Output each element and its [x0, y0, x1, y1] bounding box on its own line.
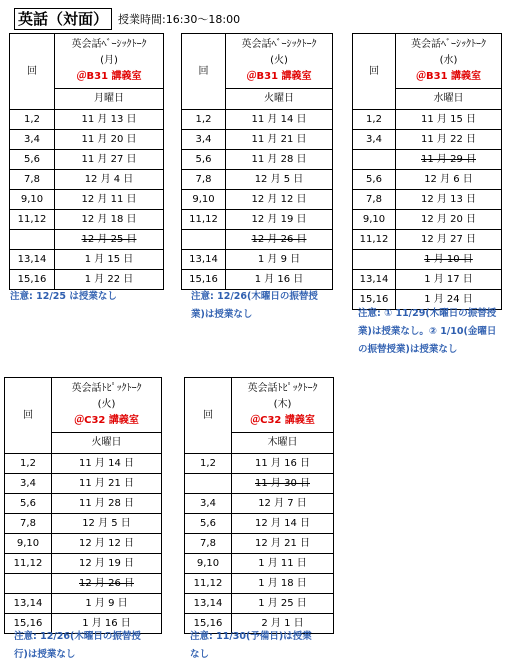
session-number: 5,6	[182, 150, 226, 170]
course-day: (木)	[273, 399, 292, 410]
course-day: (火)	[270, 55, 288, 66]
note-line: 注意: ① 11/29(木曜日の振替授	[358, 308, 497, 319]
note-tue-topic	[14, 628, 141, 664]
session-number: 11,12	[185, 574, 232, 594]
session-number: 11,12	[5, 554, 52, 574]
class-date: 12 月 14 日	[232, 514, 334, 534]
table-row	[5, 514, 162, 534]
class-date: 11 月 16 日	[232, 454, 334, 474]
class-date: 12 月 27 日	[396, 230, 502, 250]
session-number: 3,4	[353, 130, 396, 150]
session-number: 15,16	[10, 270, 55, 290]
session-number: 5,6	[185, 514, 232, 534]
session-number: 11,12	[10, 210, 55, 230]
table-row	[5, 594, 162, 614]
course-name: 英会話ﾍﾞｰｼｯｸﾄｰｸ	[71, 39, 147, 50]
class-date: 1 月 16 日	[226, 270, 333, 290]
table-row	[353, 150, 502, 170]
note-wed	[358, 305, 496, 359]
class-date: 1 月 16 日	[52, 614, 162, 634]
table-row	[353, 270, 502, 290]
class-date: 1 月 15 日	[55, 250, 164, 270]
class-date: 11 月 15 日	[396, 110, 502, 130]
table-row	[353, 130, 502, 150]
class-date: 11 月 14 日	[52, 454, 162, 474]
kai-header: 回	[185, 378, 232, 454]
schedule-table-tue-basic	[181, 33, 333, 290]
class-date: 1 月 18 日	[232, 574, 334, 594]
cancelled-date: 12 月 26 日	[52, 574, 162, 594]
course-header	[52, 378, 162, 433]
class-date: 1 月 9 日	[52, 594, 162, 614]
class-date: 12 月 19 日	[226, 210, 333, 230]
class-date: 12 月 7 日	[232, 494, 334, 514]
header	[14, 8, 240, 30]
table-row	[353, 250, 502, 270]
room-label: ＠C32 講義室	[74, 415, 139, 426]
class-date: 12 月 19 日	[52, 554, 162, 574]
cancelled-date: 11 月 29 日	[396, 150, 502, 170]
class-date: 12 月 5 日	[226, 170, 333, 190]
weekday-label: 水曜日	[396, 89, 502, 110]
weekday-label: 木曜日	[232, 433, 334, 454]
note-line: 業)は授業なし。② 1/10(金曜日	[358, 326, 497, 337]
table-row	[10, 270, 164, 290]
table-row	[182, 190, 333, 210]
table-row	[5, 454, 162, 474]
room-label: ＠B31 講義室	[246, 71, 312, 82]
class-date: 2 月 1 日	[232, 614, 334, 634]
course-header	[226, 34, 333, 89]
cancelled-date: 12 月 26 日	[226, 230, 333, 250]
table-row	[10, 230, 164, 250]
class-date: 12 月 11 日	[55, 190, 164, 210]
session-number: 7,8	[353, 190, 396, 210]
class-date: 1 月 24 日	[396, 290, 502, 310]
class-date: 12 月 21 日	[232, 534, 334, 554]
kai-header: 回	[5, 378, 52, 454]
table-row	[182, 250, 333, 270]
note-line: なし	[190, 649, 210, 660]
class-date: 1 月 11 日	[232, 554, 334, 574]
table-row	[185, 574, 334, 594]
session-number: 13,14	[353, 270, 396, 290]
weekday-label: 火曜日	[52, 433, 162, 454]
course-header	[396, 34, 502, 89]
note-thu	[190, 628, 312, 664]
table-row	[182, 270, 333, 290]
class-date: 1 月 22 日	[55, 270, 164, 290]
course-name: 英会話ﾄﾋﾟｯｸﾄｰｸ	[71, 383, 142, 394]
course-day: (火)	[97, 399, 116, 410]
note-line: 行)は授業なし	[14, 649, 76, 660]
room-label: ＠C32 講義室	[250, 415, 315, 426]
note-mon: 注意: 12/25 は授業なし	[10, 291, 117, 302]
class-date: 1 月 9 日	[226, 250, 333, 270]
class-date: 1 月 25 日	[232, 594, 334, 614]
session-number: 1,2	[353, 110, 396, 130]
class-date: 12 月 12 日	[226, 190, 333, 210]
room-label: ＠B31 講義室	[76, 71, 142, 82]
class-date: 11 月 22 日	[396, 130, 502, 150]
cancelled-date: 11 月 30 日	[232, 474, 334, 494]
note-line: の振替授業)は授業なし	[358, 344, 458, 355]
weekday-label: 月曜日	[55, 89, 164, 110]
session-number: 3,4	[182, 130, 226, 150]
cancelled-date: 1 月 10 日	[396, 250, 502, 270]
session-number	[5, 574, 52, 594]
session-number: 15,16	[5, 614, 52, 634]
table-row	[182, 130, 333, 150]
session-number: 13,14	[5, 594, 52, 614]
course-name: 英会話ﾄﾋﾟｯｸﾄｰｸ	[247, 383, 318, 394]
table-row	[185, 534, 334, 554]
class-date: 11 月 13 日	[55, 110, 164, 130]
cancelled-date: 12 月 25 日	[55, 230, 164, 250]
session-number: 3,4	[10, 130, 55, 150]
table-row	[185, 514, 334, 534]
session-number: 9,10	[10, 190, 55, 210]
table-row	[5, 474, 162, 494]
kai-header: 回	[353, 34, 396, 110]
session-number	[182, 230, 226, 250]
table-row	[10, 150, 164, 170]
table-row	[10, 190, 164, 210]
session-number: 7,8	[10, 170, 55, 190]
table-row	[10, 250, 164, 270]
note-line: 注意: 11/30(予備日)は授業	[190, 631, 312, 642]
class-date: 11 月 27 日	[55, 150, 164, 170]
table-row	[182, 210, 333, 230]
class-date: 1 月 17 日	[396, 270, 502, 290]
session-number: 9,10	[5, 534, 52, 554]
class-date: 12 月 13 日	[396, 190, 502, 210]
table-row	[10, 210, 164, 230]
session-number: 7,8	[5, 514, 52, 534]
session-number: 15,16	[185, 614, 232, 634]
session-number: 13,14	[185, 594, 232, 614]
session-number: 13,14	[10, 250, 55, 270]
kai-header: 回	[182, 34, 226, 110]
table-row	[185, 494, 334, 514]
table-row	[353, 210, 502, 230]
table-row	[185, 454, 334, 474]
room-label: ＠B31 講義室	[415, 71, 482, 82]
session-number	[10, 230, 55, 250]
schedule-table-mon	[9, 33, 164, 290]
course-header	[55, 34, 164, 89]
class-date: 12 月 5 日	[52, 514, 162, 534]
schedule-table-wed	[352, 33, 502, 310]
session-number: 1,2	[182, 110, 226, 130]
table-row	[5, 574, 162, 594]
class-date: 12 月 18 日	[55, 210, 164, 230]
session-number	[185, 474, 232, 494]
table-row	[5, 554, 162, 574]
schedule-table-tue-topic	[4, 377, 162, 634]
session-number: 11,12	[353, 230, 396, 250]
table-row	[182, 110, 333, 130]
class-date: 12 月 20 日	[396, 210, 502, 230]
class-date: 11 月 28 日	[226, 150, 333, 170]
session-number: 9,10	[182, 190, 226, 210]
session-number: 7,8	[182, 170, 226, 190]
class-date: 12 月 12 日	[52, 534, 162, 554]
session-number: 1,2	[10, 110, 55, 130]
course-name: 英会話ﾍﾞｰｼｯｸﾄｰｸ	[241, 39, 317, 50]
session-number: 9,10	[353, 210, 396, 230]
table-row	[353, 190, 502, 210]
class-date: 12 月 4 日	[55, 170, 164, 190]
session-number: 11,12	[182, 210, 226, 230]
page-title: 英話（対面）	[14, 8, 112, 30]
table-row	[353, 110, 502, 130]
session-number: 7,8	[185, 534, 232, 554]
session-number: 5,6	[10, 150, 55, 170]
session-number	[353, 250, 396, 270]
session-number: 15,16	[182, 270, 226, 290]
table-row	[353, 230, 502, 250]
schedule-table-thu	[184, 377, 334, 634]
session-number: 15,16	[353, 290, 396, 310]
session-number: 5,6	[5, 494, 52, 514]
session-number: 13,14	[182, 250, 226, 270]
note-line: 業)は授業なし	[191, 309, 253, 320]
note-line: 注意: 12/26(木曜日の振替授	[14, 631, 141, 642]
kai-header: 回	[10, 34, 55, 110]
table-row	[185, 554, 334, 574]
note-tue-basic	[191, 288, 318, 324]
table-row	[10, 110, 164, 130]
session-number: 1,2	[185, 454, 232, 474]
class-date: 11 月 14 日	[226, 110, 333, 130]
table-row	[10, 130, 164, 150]
table-row	[182, 230, 333, 250]
session-number	[353, 150, 396, 170]
table-row	[10, 170, 164, 190]
course-header	[232, 378, 334, 433]
table-row	[182, 150, 333, 170]
class-date: 11 月 20 日	[55, 130, 164, 150]
session-number: 9,10	[185, 554, 232, 574]
note-line: 注意: 12/26(木曜日の振替授	[191, 291, 318, 302]
class-date: 12 月 6 日	[396, 170, 502, 190]
table-row	[185, 474, 334, 494]
table-row	[185, 594, 334, 614]
session-number: 5,6	[353, 170, 396, 190]
weekday-label: 火曜日	[226, 89, 333, 110]
class-date: 11 月 21 日	[226, 130, 333, 150]
table-row	[5, 534, 162, 554]
session-number: 3,4	[5, 474, 52, 494]
course-day: (月)	[100, 55, 118, 66]
table-row	[353, 170, 502, 190]
class-date: 11 月 21 日	[52, 474, 162, 494]
course-day: (水)	[439, 55, 458, 66]
class-date: 11 月 28 日	[52, 494, 162, 514]
course-name: 英会話ﾍﾞｰｼｯｸﾄｰｸ	[411, 39, 486, 50]
session-number: 1,2	[5, 454, 52, 474]
table-row	[5, 494, 162, 514]
class-time: 授業時間:16:30〜18:00	[118, 13, 241, 26]
session-number: 3,4	[185, 494, 232, 514]
table-row	[182, 170, 333, 190]
